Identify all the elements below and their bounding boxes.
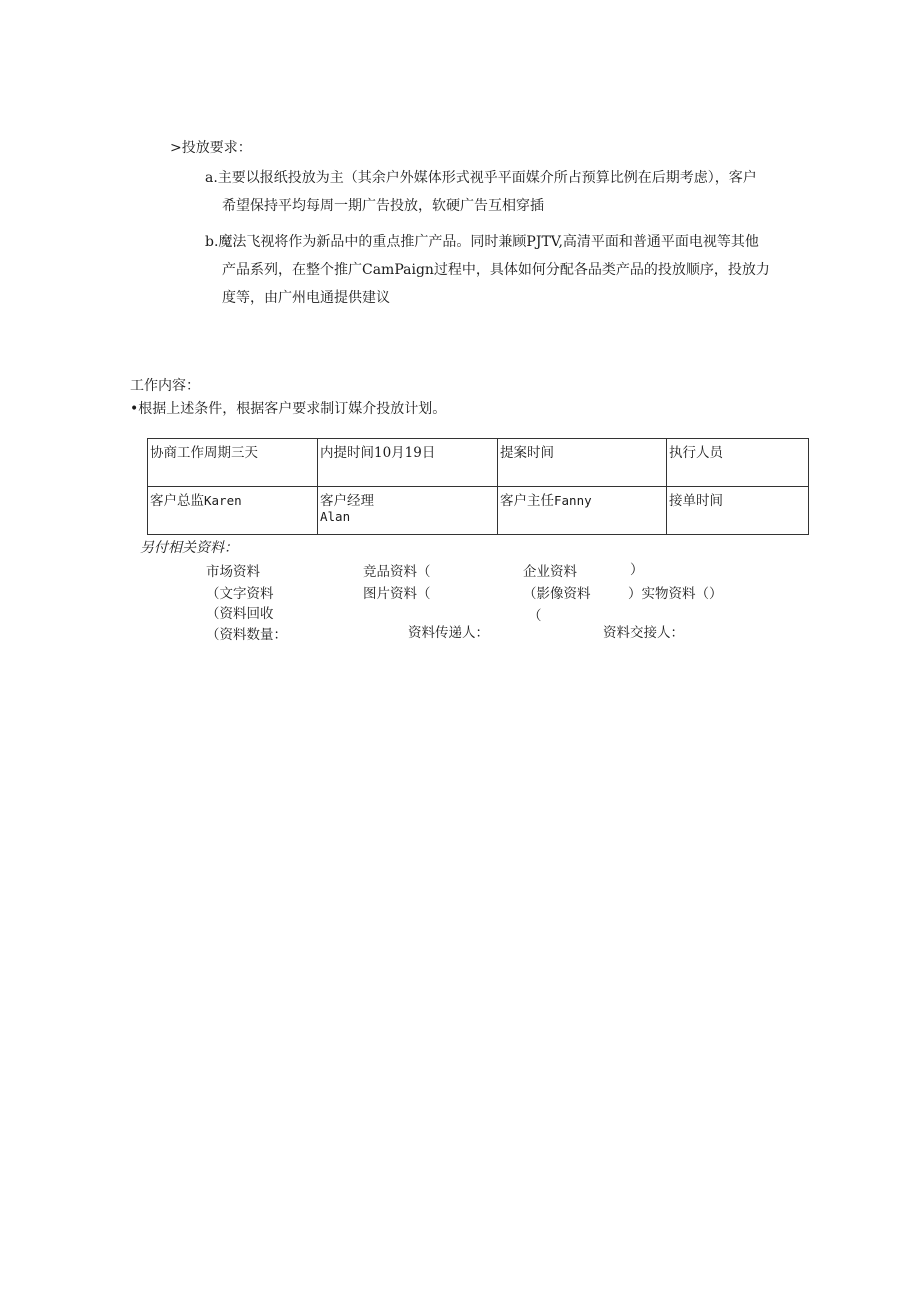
item-a-line1: 主要以报纸投放为主（其余户外媒体形式视乎平面媒介所占预算比例在后期考虑），客户 xyxy=(217,170,757,186)
video-material: （影像资料 xyxy=(523,586,591,602)
table-cell: 执行人员 xyxy=(667,439,809,487)
material-sender: 资料传递人： xyxy=(408,625,489,641)
table-cell: 内提时间10月19日 xyxy=(318,439,498,487)
schedule-table xyxy=(147,438,809,535)
item-a-label: a. xyxy=(205,170,218,186)
account-director-name: Karen xyxy=(204,493,242,508)
table-cell: 提案时间 xyxy=(498,439,667,487)
material-recovery: （资料回收 xyxy=(206,606,274,622)
work-title: 工作内容： xyxy=(130,378,200,394)
item-b-label: b. xyxy=(205,234,219,250)
physical-material: ）实物资料（） xyxy=(628,586,723,602)
competitor-material: 竞品资料（ xyxy=(363,564,431,580)
item-b-line3: 度等，由广州电通提供建议 xyxy=(222,290,390,306)
material-receiver: 资料交接人： xyxy=(603,625,684,641)
item-b-line2: 产品系列，在整个推广CamPaign过程中，具体如何分配各品类产品的投放顺序，投放力 xyxy=(222,262,770,278)
open-paren: （ xyxy=(528,608,542,624)
table-cell xyxy=(148,487,318,535)
close-paren: ） xyxy=(630,562,644,578)
account-executive-label: 客户主任 xyxy=(500,493,554,509)
enterprise-material: 企业资料 xyxy=(523,564,577,580)
placement-item-b xyxy=(205,228,820,312)
account-manager-name: Alan xyxy=(320,509,351,524)
market-material: 市场资料 xyxy=(206,564,260,580)
item-a-line2: 希望保持平均每周一期广告投放，软硬广告互相穿插 xyxy=(222,198,544,214)
work-item: •根据上述条件，根据客户要求制订媒介投放计划。 xyxy=(130,401,447,417)
table-cell xyxy=(318,487,498,535)
image-material: 图片资料（ xyxy=(363,586,431,602)
placement-item-a xyxy=(205,164,820,220)
account-director-label: 客户总监 xyxy=(150,493,204,509)
material-quantity: （资料数量： xyxy=(206,627,287,643)
table-row xyxy=(148,487,809,535)
placement-heading: >投放要求： xyxy=(170,140,252,156)
table-row xyxy=(148,439,809,487)
account-manager-label: 客户经理 xyxy=(320,493,374,509)
account-executive-name: Fanny xyxy=(554,493,592,508)
item-b-line1: 魔法飞视将作为新品中的重点推广产品。同时兼顾PJTV,高清平面和普通平面电视等其他 xyxy=(218,234,759,250)
text-material: （文字资料 xyxy=(206,586,274,602)
attachments-title: 另付相关资料： xyxy=(140,540,238,556)
table-cell xyxy=(498,487,667,535)
table-cell: 协商工作周期三天 xyxy=(148,439,318,487)
table-cell: 接单时间 xyxy=(667,487,809,535)
